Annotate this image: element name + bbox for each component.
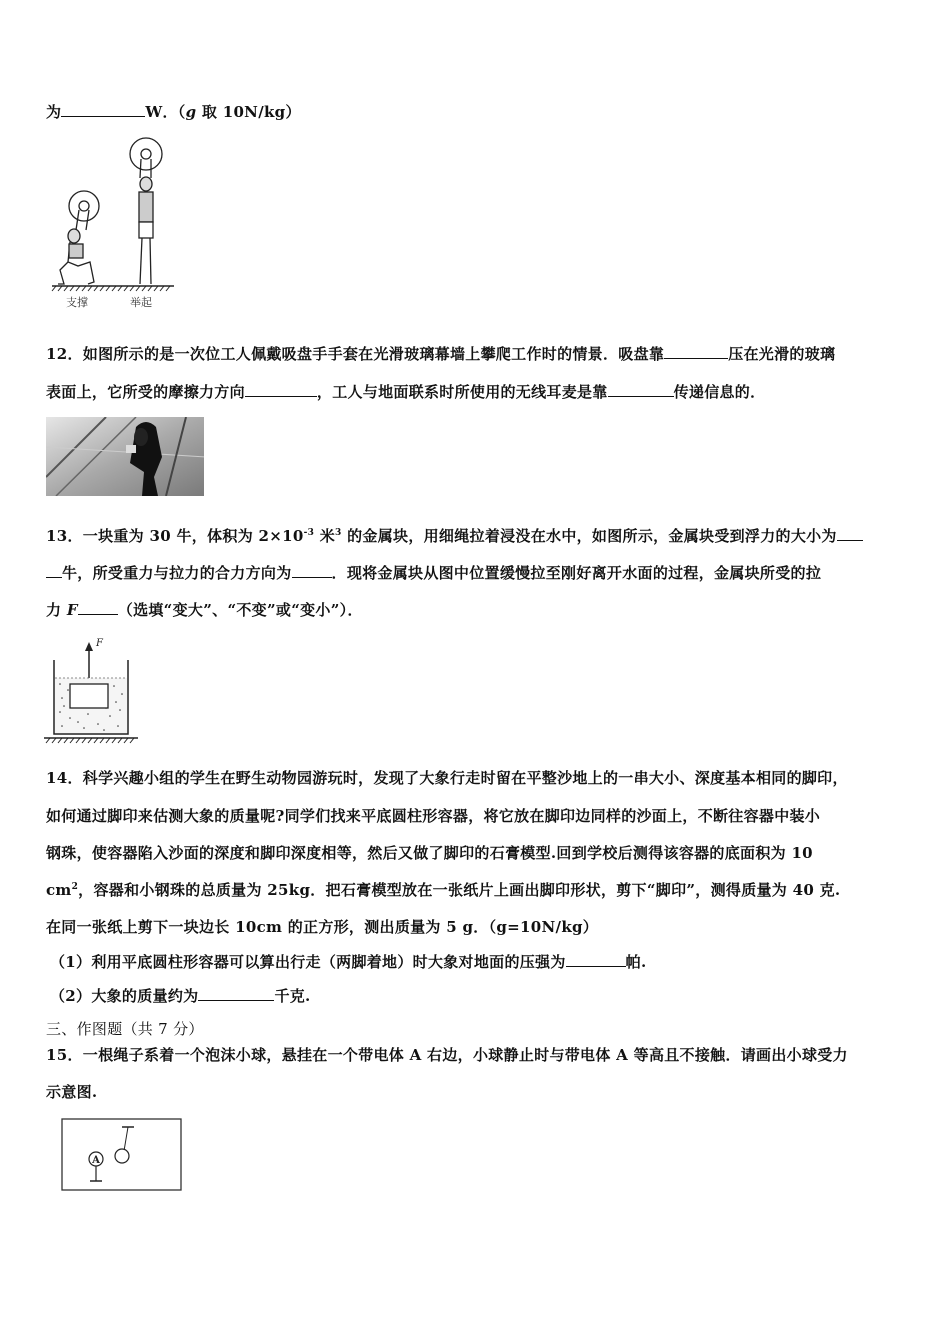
- q13-blank-3[interactable]: [78, 600, 118, 615]
- q15-line-2: 示意图.: [46, 1083, 98, 1101]
- q14-blank-1[interactable]: [566, 952, 626, 967]
- q13-exp-1: -3: [303, 528, 315, 538]
- q14-text-4b: ，容器和小钢珠的总质量为 25kg．把石膏模型放在一张纸片上画出脚印形状，剪下“脚印”，测得质量为 40 克.: [78, 881, 841, 899]
- q14-line-2: 如何通过脚印来估测大象的质量呢?同学们找来平底圆柱形容器，将它放在脚印边同样的沙面上，不断往容器中装小: [46, 807, 821, 825]
- q14-line-1: 14．科学兴趣小组的学生在野生动物园游玩时，发现了大象行走时留在平整沙地上的一串大小、深度基本相同的脚印，: [46, 769, 848, 787]
- q12-text-1b: 压在光滑的玻璃: [728, 345, 836, 363]
- q12-text-1a: 12．如图所示的是一次位工人佩戴吸盘手手套在光滑玻璃幕墙上攀爬工作时的情景．吸盘靠: [46, 345, 665, 363]
- q14-exp: 2: [71, 882, 79, 892]
- submerged-block-figure: [44, 632, 140, 744]
- q13-text-3b: （选填“变大”、“不变”或“变小”）．: [117, 601, 363, 619]
- q13-text-3a: 力: [46, 601, 67, 619]
- q14-line-5: 在同一张纸上剪下一块边长 10cm 的正方形，测出质量为 5 g．（g=10N/kg）: [46, 918, 599, 936]
- q14-blank-2[interactable]: [198, 986, 274, 1001]
- q13-line-2: [46, 563, 821, 583]
- section-3-heading: 三、作图题（共 7 分）: [46, 1020, 204, 1038]
- q11-unit: W．（: [145, 103, 186, 121]
- q13-line-1: [46, 526, 863, 546]
- q13-text-2a: 牛，所受重力与拉力的合力方向为: [62, 564, 292, 582]
- q14-line-4: [46, 880, 840, 900]
- q12-text-2a: 表面上，它所受的摩擦力方向: [46, 383, 245, 401]
- q14-sub2-unit: 千克.: [274, 987, 311, 1005]
- q14-sub-2: [50, 986, 311, 1006]
- q14-sub-1: [50, 952, 646, 972]
- q11-tail-line: [46, 102, 301, 122]
- q13-blank-1a[interactable]: [837, 526, 863, 541]
- force-F-label: F: [96, 638, 103, 649]
- q13-blank-2[interactable]: [292, 563, 332, 578]
- label-lift: 举起: [130, 296, 152, 309]
- q13-blank-1b[interactable]: [46, 563, 62, 578]
- q14-sub2-text: （2）大象的质量约为: [50, 987, 199, 1005]
- q11-g-value: 取 10N/kg）: [196, 103, 301, 121]
- q14-text-4a: cm: [46, 881, 72, 899]
- q13-exp-2: 3: [335, 528, 342, 538]
- weightlifter-figure: [50, 132, 176, 312]
- q12-line-2: [46, 382, 765, 402]
- q12-blank-2[interactable]: [245, 382, 317, 397]
- q14-line-3: 钢珠，使容器陷入沙面的深度和脚印深度相等，然后又做了脚印的石膏模型.回到学校后测得该容器的底面积为 10: [46, 844, 813, 862]
- squatting-lifter: [58, 191, 99, 284]
- q14-sub1-text: （1）利用平底圆柱形容器可以算出行走（两脚着地）时大象对地面的压强为: [50, 953, 566, 971]
- q11-answer-blank[interactable]: [61, 102, 145, 117]
- glass-climber-photo: [46, 417, 204, 496]
- q15-line-1: 15．一根绳子系着一个泡沫小球，悬挂在一个带电体 A 右边，小球静止时与带电体 A 等高且不接触．请画出小球受力: [46, 1046, 848, 1064]
- q12-blank-3[interactable]: [608, 382, 674, 397]
- q13-text-1b: 米: [314, 527, 336, 545]
- q13-F-symbol: F: [66, 601, 78, 619]
- standing-lifter: [130, 138, 162, 284]
- q13-line-3: [46, 600, 363, 620]
- q12-blank-1[interactable]: [664, 344, 728, 359]
- q14-sub1-unit: 帕.: [625, 953, 647, 971]
- label-A: A: [92, 1155, 100, 1166]
- q11-prefix: 为: [46, 103, 62, 121]
- q11-g-symbol: g: [185, 103, 197, 121]
- label-support: 支撑: [66, 296, 88, 309]
- q13-text-2b: ．现将金属块从图中位置缓慢拉至刚好离开水面的过程，金属块所受的拉: [331, 564, 822, 582]
- q12-text-2c: 传递信息的．: [673, 383, 766, 401]
- foam-ball: [115, 1149, 129, 1163]
- charged-body-figure: [60, 1117, 184, 1193]
- q13-text-1a: 13．一块重为 30 牛，体积为 2×10: [46, 527, 304, 545]
- q12-line-1: [46, 344, 835, 364]
- q12-text-2b: ，工人与地面联系时所使用的无线耳麦是靠: [316, 383, 608, 401]
- q13-text-1c: 的金属块，用细绳拉着浸没在水中，如图所示，金属块受到浮力的大小为: [341, 527, 837, 545]
